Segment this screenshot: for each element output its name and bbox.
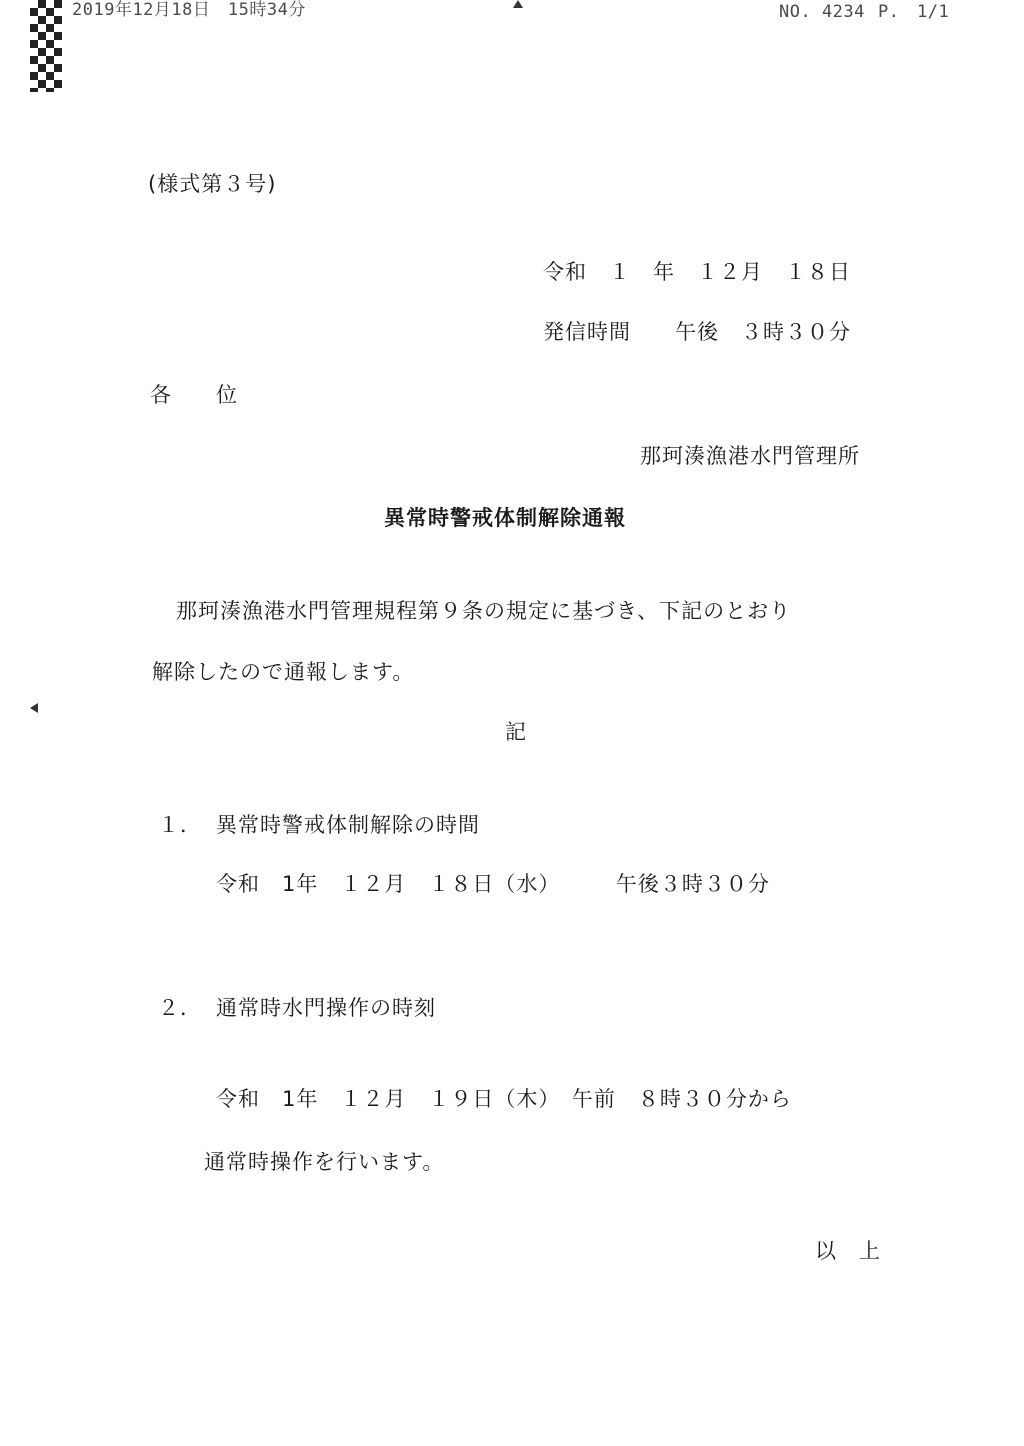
item-1-detail: 令和 1年 １２月 １８日（水） 午後３時３０分	[216, 872, 770, 896]
item-1-heading: 異常時警戒体制解除の時間	[216, 813, 480, 837]
recipient: 各 位	[150, 383, 238, 407]
closing: 以 上	[815, 1239, 881, 1263]
item-2-number: ２．	[158, 996, 202, 1020]
item-2-detail: 令和 1年 １２月 １９日（木） 午前 ８時３０分から	[216, 1087, 792, 1111]
body-line-2: 解除したので通報します。	[152, 660, 415, 684]
send-time: 発信時間 午後 ３時３０分	[543, 320, 851, 344]
date-line: 令和 １ 年 １２月 １８日	[543, 260, 851, 284]
fax-registration-mark	[30, 0, 62, 92]
form-label: (様式第３号)	[148, 172, 277, 196]
fax-timestamp: 2019年12月18日 15時34分	[72, 0, 306, 20]
fax-number: NO. 4234	[779, 2, 865, 22]
left-arrow-icon	[30, 703, 38, 713]
sender: 那珂湊漁港水門管理所	[640, 444, 860, 468]
ki-mark: 記	[505, 720, 527, 744]
document-title: 異常時警戒体制解除通報	[384, 506, 626, 530]
item-2-detail-2: 通常時操作を行います。	[204, 1150, 445, 1174]
item-2-heading: 通常時水門操作の時刻	[216, 996, 436, 1020]
up-arrow-icon	[513, 0, 523, 8]
body-line-1: 那珂湊漁港水門管理規程第９条の規定に基づき、下記のとおり	[176, 599, 792, 623]
item-1-number: １．	[158, 813, 202, 837]
fax-page: P. 1/1	[878, 2, 950, 22]
